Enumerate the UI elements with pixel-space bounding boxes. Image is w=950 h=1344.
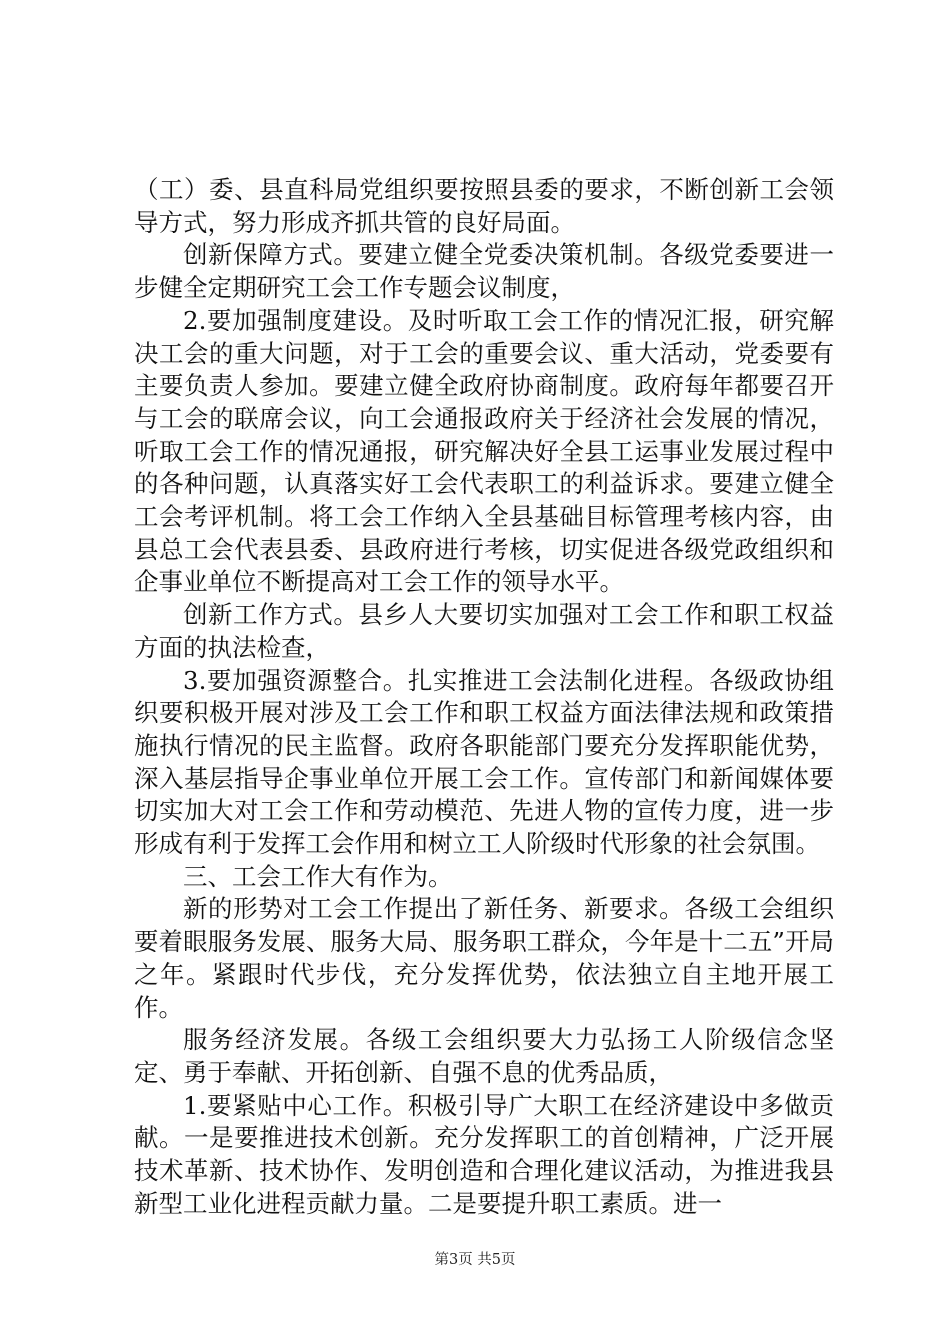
page-footer: 第3页 共5页 [434,1252,516,1268]
section-heading: 三、工会工作大有作为。 [183,861,453,891]
paragraph: 服务经济发展。各级工会组织要大力弘扬工人阶级信念坚定、勇于奉献、开拓创新、自强不息的优秀品质， [134,1025,834,1087]
paragraph: 新的形势对工会工作提出了新任务、新要求。各级工会组织要着眼服务发展、服务大局、服务职工群众，今年是十二五”开局之年。紧跟时代步伐，充分发挥优势，依法独立自主地开展工作。 [134,894,834,1022]
paragraph: 3.要加强资源整合。扎实推进工会法制化进程。各级政协组织要积极开展对涉及工会工作和职工权益方面法律法规和政策措施执行情况的民主监督。政府各职能部门要充分发挥职能优势，深入基层指导企事业单位开展工会工作。宣传部门和新闻媒体要切实加大对工会工作和劳动模范、先进人物的宣传力度，进一步形成有利于发挥工会作用和树立工人阶级时代形象的社会氛围。 [134,665,834,859]
paragraph: 创新工作方式。县乡人大要切实加强对工会工作和职工权益方面的执法检查， [134,600,834,662]
paragraph-continuation: （工）委、县直科局党组织要按照县委的要求，不断创新工会领导方式，努力形成齐抓共管的良好局面。 [134,175,834,237]
paragraph: 创新保障方式。要建立健全党委决策机制。各级党委要进一步健全定期研究工会工作专题会议制度， [134,240,834,303]
paragraph: 1.要紧贴中心工作。积极引导广大职工在经济建设中多做贡献。一是要推进技术创新。充分发挥职工的首创精神，广泛开展技术革新、技术协作、发明创造和合理化建议活动，为推进我县新型工业化进程贡献力量。二是要提升职工素质。进一 [134,1090,834,1218]
paragraph: 2.要加强制度建设。及时听取工会工作的情况汇报，研究解决工会的重大问题，对于工会的重要会议、重大活动，党委要有主要负责人参加。要建立健全政府协商制度。政府每年都要召开与工会的联席会议，向工会通报政府关于经济社会发展的情况，听取工会工作的情况通报，研究解决好全县工运事业发展过程中的各种问题，认真落实好工会代表职工的利益诉求。要建立健全工会考评机制。将工会工作纳入全县基础目标管理考核内容，由县总工会代表县委、县政府进行考核，切实促进各级党政组织和企事业单位不断提高对工会工作的领导水平。 [134,305,834,597]
document-body [134,174,834,1221]
